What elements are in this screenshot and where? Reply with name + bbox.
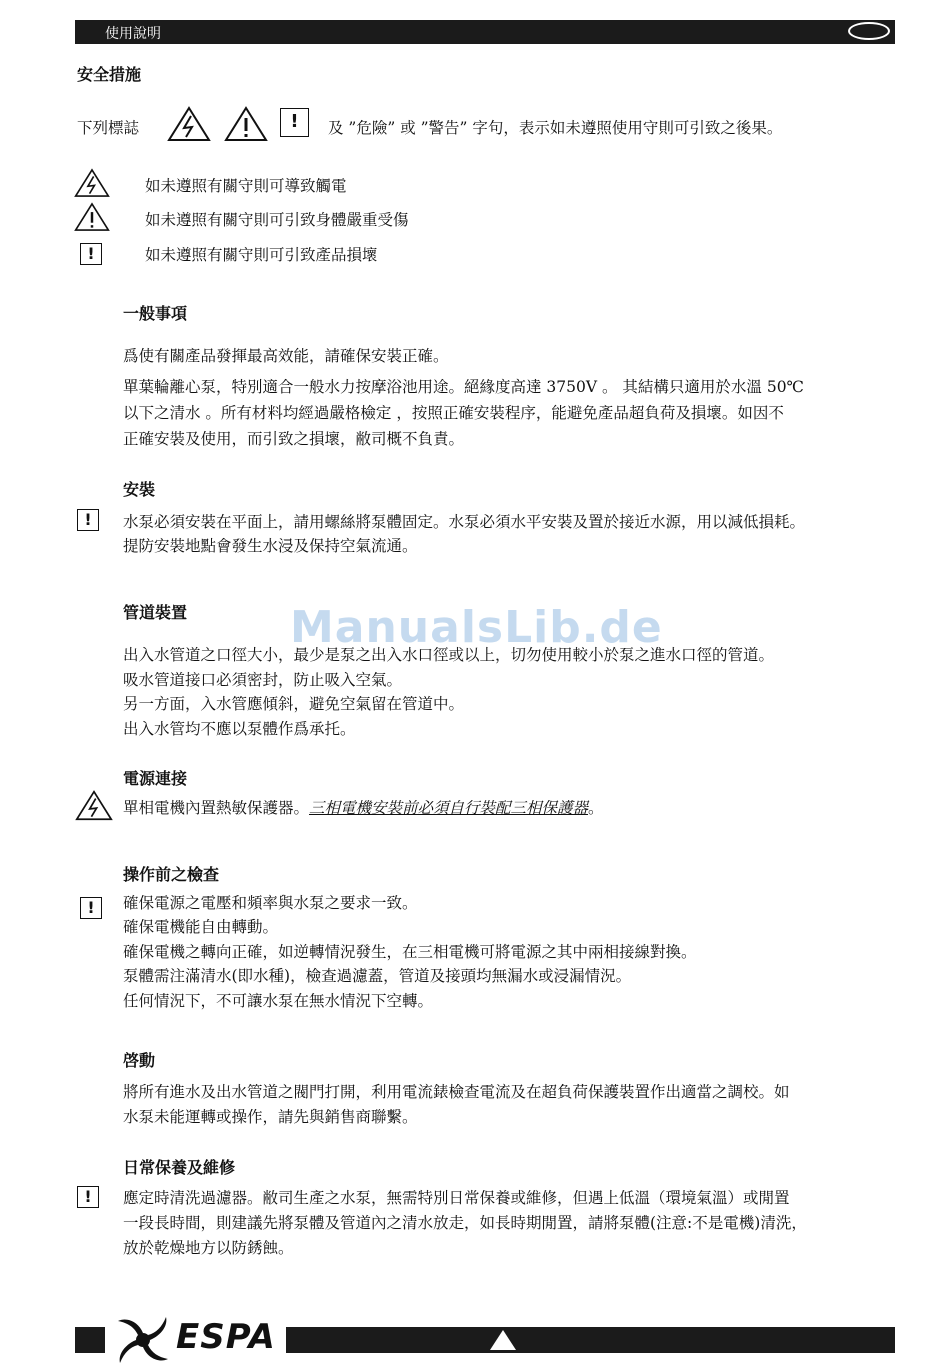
- section-title-piping: 管道裝置: [123, 603, 188, 622]
- watermark: ManualsLib.de: [290, 602, 663, 653]
- power-text-plain: 單相電機內置熱敏保護器。: [123, 799, 310, 817]
- safety-item-text: 如未遵照有關守則可引致身體嚴重受傷: [145, 211, 409, 229]
- piping-line: 出入水管道之口徑大小，最少是泵之出入水口徑或以上，切勿使用較小於泵之進水口徑的管道。: [123, 646, 775, 664]
- power-text-end: 。: [588, 799, 604, 817]
- section-title-install: 安裝: [123, 480, 156, 499]
- warning-triangle-icon: [224, 106, 268, 142]
- triangle-up-icon: [490, 1330, 516, 1350]
- page-oval-icon: [848, 22, 890, 40]
- caution-box-icon: !: [80, 243, 102, 265]
- safety-item-text: 如未遵照有關守則可引致產品損壞: [145, 246, 378, 264]
- safety-item-text: 如未遵照有關守則可導致觸電: [145, 177, 347, 195]
- section-title-startup: 啓動: [123, 1051, 156, 1070]
- maintenance-line: 一段長時間，則建議先將泵體及管道內之清水放走，如長時期閒置，請將泵體(注意:不是電機)清洗，: [123, 1214, 807, 1232]
- warning-triangle-icon: [74, 202, 110, 232]
- precheck-line: 泵體需注滿清水(即水種)，檢查過濾蓋，管道及接頭均無漏水或浸漏情況。: [123, 967, 632, 985]
- section-title-general: 一般事項: [123, 304, 188, 323]
- general-line: 單葉輪離心泵，特別適合一般水力按摩浴池用途。絕緣度高達 3750V 。 其結構只適用於水溫 50℃: [123, 378, 804, 396]
- piping-line: 另一方面，入水管應傾斜，避免空氣留在管道中。: [123, 695, 465, 713]
- precheck-line: 確保電機之轉向正確，如逆轉情況發生，在三相電機可將電源之其中兩相接線對換。: [123, 943, 697, 961]
- caution-box-icon: !: [280, 108, 309, 137]
- caution-box-icon: !: [77, 1186, 99, 1208]
- startup-line: 將所有進水及出水管道之閥門打開，利用電流錶檢查電流及在超負荷保護裝置作出適當之調校。如: [123, 1083, 790, 1101]
- precheck-line: 確保電機能自由轉動。: [123, 918, 279, 936]
- maintenance-line: 應定時清洗過濾器。敝司生產之水泵，無需特別日常保養或維修，但遇上低溫（環境氣溫）或閒置: [123, 1189, 790, 1207]
- section-title-precheck: 操作前之檢查: [123, 865, 220, 884]
- electric-hazard-icon: [75, 790, 113, 821]
- general-line: 爲使有關產品發揮最高效能，請確保安裝正確。: [123, 347, 449, 365]
- precheck-line: 確保電源之電壓和頻率與水泵之要求一致。: [123, 894, 418, 912]
- section-title-power: 電源連接: [123, 769, 188, 788]
- caution-box-icon: !: [77, 509, 99, 531]
- install-line: 水泵必須安裝在平面上，請用螺絲將泵體固定。水泵必須水平安裝及置於接近水源，用以減低損耗。: [123, 513, 806, 531]
- section-title-maintenance: 日常保養及維修: [123, 1158, 236, 1177]
- safety-intro-suffix: 及 ”危險” 或 ”警告” 字句，表示如未遵照使用守則可引致之後果。: [328, 119, 783, 137]
- header-bar: [75, 20, 895, 44]
- piping-line: 出入水管均不應以泵體作爲承托。: [123, 720, 356, 738]
- general-line: 正確安裝及使用，而引致之損壞，敝司概不負責。: [123, 430, 465, 448]
- safety-intro-prefix: 下列標誌: [77, 119, 140, 137]
- footer-bar-right: [286, 1327, 895, 1353]
- section-title-safety: 安全措施: [77, 65, 142, 84]
- espa-logo-text: ESPA: [176, 1317, 276, 1357]
- electric-hazard-icon: [74, 168, 110, 198]
- electric-hazard-icon: [167, 106, 211, 142]
- power-text-emphasis: 三相電機安裝前必須自行裝配三相保護器: [309, 799, 589, 817]
- piping-line: 吸水管道接口必須密封，防止吸入空氣。: [123, 671, 403, 689]
- startup-line: 水泵未能運轉或操作，請先與銷售商聯繫。: [123, 1108, 418, 1126]
- caution-box-icon: !: [80, 897, 102, 919]
- general-line: 以下之清水 。所有材料均經過嚴格檢定 ，按照正確安裝程序，能避免產品超負荷及損壞。如因不: [123, 404, 784, 422]
- power-text: [123, 796, 604, 821]
- maintenance-line: 放於乾燥地方以防銹蝕。: [123, 1239, 294, 1257]
- footer-bar-left: [75, 1327, 105, 1353]
- precheck-line: 任何情況下，不可讓水泵在無水情況下空轉。: [123, 992, 434, 1010]
- header-title: 使用說明: [105, 26, 161, 42]
- install-line: 提防安裝地點會發生水浸及保持空氣流通。: [123, 537, 418, 555]
- espa-logo-icon: [112, 1313, 174, 1365]
